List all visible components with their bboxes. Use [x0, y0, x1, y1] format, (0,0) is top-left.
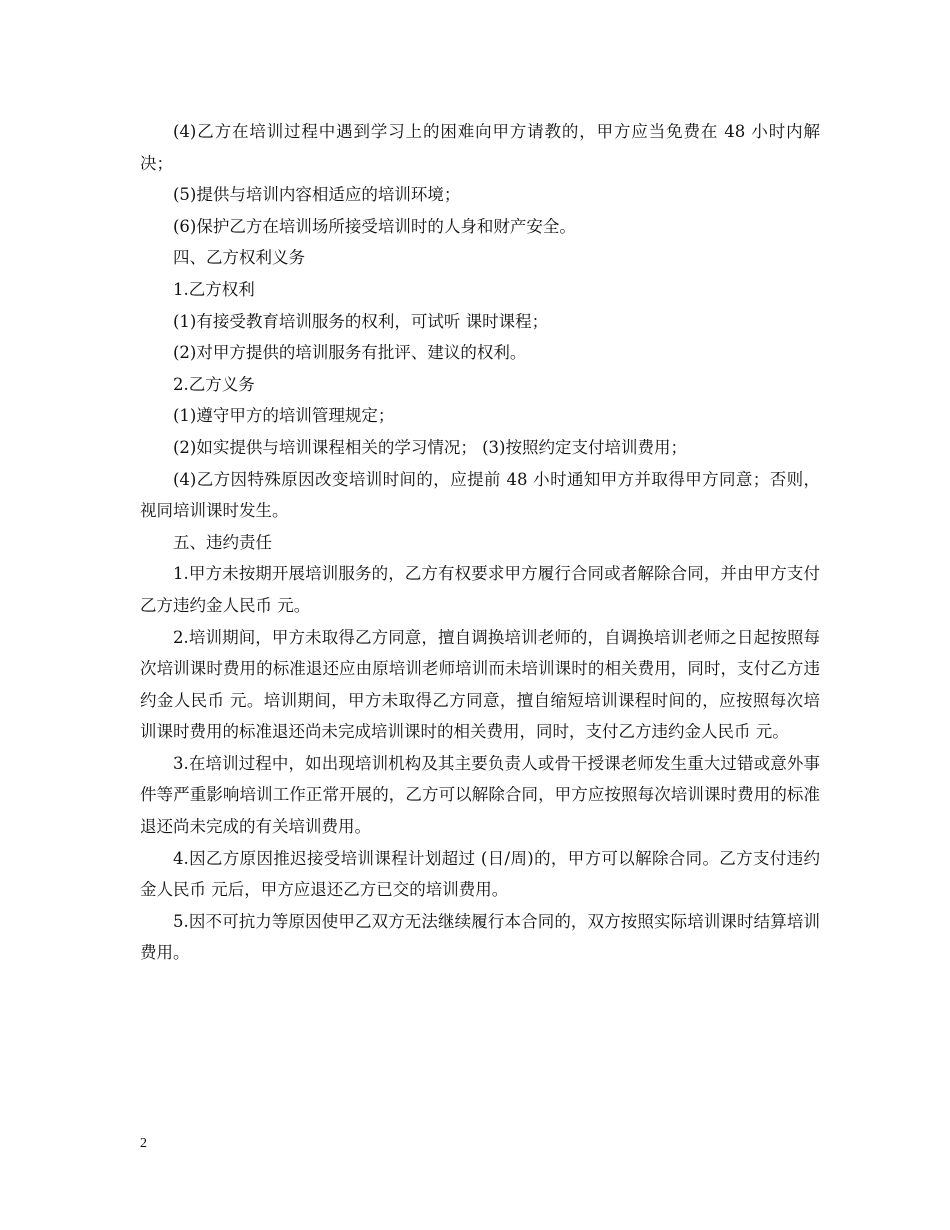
subheading-party-b-rights: 1.乙方权利	[173, 279, 255, 299]
paragraph-party-a-duty-5: (5)提供与培训内容相适应的培训环境；	[173, 185, 461, 205]
paragraph-party-b-right-2: (2)对甲方提供的培训服务有批评、建议的权利。	[173, 343, 527, 363]
section-heading-liability: 五、违约责任	[173, 532, 272, 552]
section-heading-party-b-rights-duties: 四、乙方权利义务	[173, 248, 305, 268]
page-number: 2	[140, 1136, 147, 1151]
paragraph-party-b-right-1: (1)有接受教育培训服务的权利，可试听 课时课程；	[173, 311, 549, 331]
paragraph-liability-3: 3.在培训过程中，如出现培训机构及其主要负责人或骨干授课老师发生重大过错或意外事件等严重影响培训工作正常开展的，乙方可以解除合同，甲方应按照每次培训课时费用的标准退还尚未完成的有关培训费用。	[140, 753, 820, 837]
paragraph-party-a-duty-4: (4)乙方在培训过程中遇到学习上的困难向甲方请教的，甲方应当免费在 48 小时内解决；	[140, 122, 820, 173]
paragraph-liability-2: 2.培训期间，甲方未取得乙方同意，擅自调换培训老师的，自调换培训老师之日起按照每次培训课时费用的标准退还应由原培训老师培训而未培训课时的相关费用，同时，支付乙方违约金人民币 元。培训期间，甲方未取得乙方同意，擅自缩短培训课程时间的，应按照每次培训课时费用的标准退还尚未完成培训课时的相关费用，同时，支付乙方违约金人民币 元。	[140, 627, 820, 742]
document-body	[140, 116, 820, 969]
paragraph-liability-4: 4.因乙方原因推迟接受培训课程计划超过 (日/周)的，甲方可以解除合同。乙方支付违约金人民币 元后，甲方应退还乙方已交的培训费用。	[140, 848, 820, 900]
paragraph-liability-1: 1.甲方未按期开展培训服务的，乙方有权要求甲方履行合同或者解除合同，并由甲方支付乙方违约金人民币 元。	[140, 564, 820, 615]
paragraph-party-b-duty-2-3: (2)如实提供与培训课程相关的学习情况； (3)按照约定支付培训费用；	[173, 437, 687, 457]
paragraph-party-a-duty-6: (6)保护乙方在培训场所接受培训时的人身和财产安全。	[173, 216, 576, 236]
paragraph-party-b-duty-1: (1)遵守甲方的培训管理规定；	[173, 406, 395, 426]
subheading-party-b-duties: 2.乙方义务	[173, 374, 255, 394]
paragraph-liability-5: 5.因不可抗力等原因使甲乙双方无法继续履行本合同的，双方按照实际培训课时结算培训费用。	[140, 911, 820, 963]
paragraph-party-b-duty-4: (4)乙方因特殊原因改变培训时间的，应提前 48 小时通知甲方并取得甲方同意；否则，视同培训课时发生。	[140, 469, 820, 521]
